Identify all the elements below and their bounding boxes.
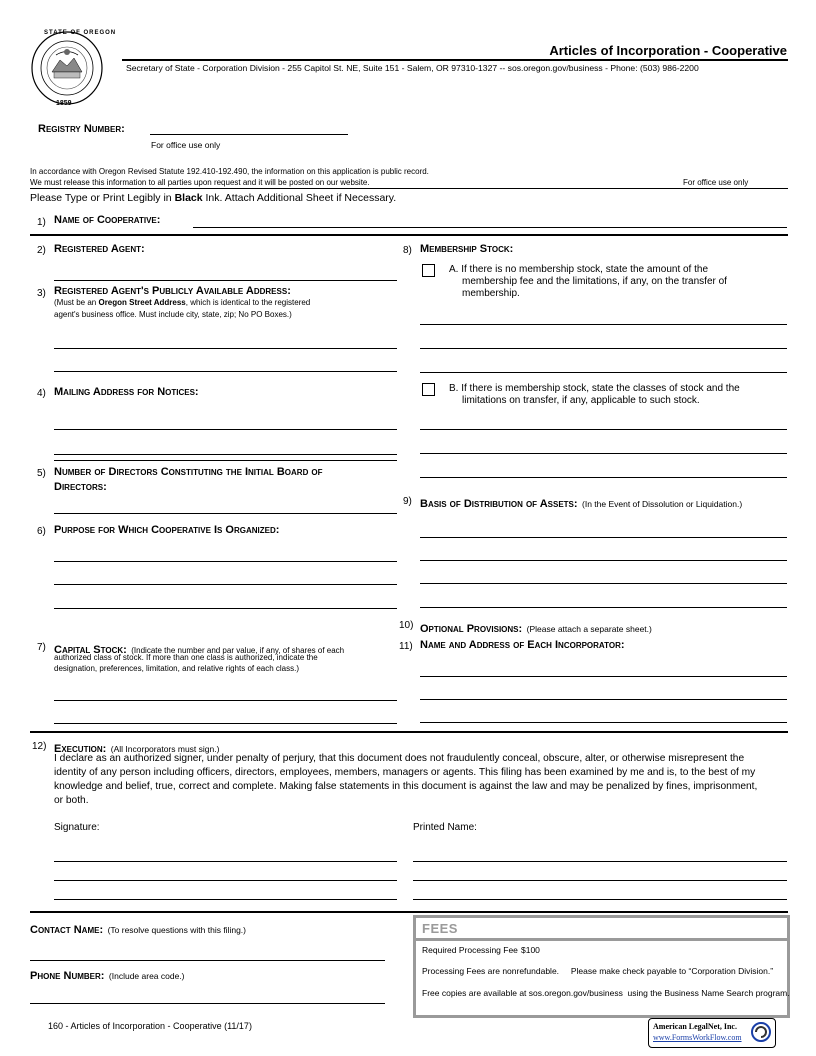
option-b-line-1: B. If there is membership stock, state the classes of stock and the — [449, 383, 740, 394]
directors-field[interactable] — [54, 513, 397, 514]
membership-stock-checkbox[interactable] — [422, 383, 435, 396]
signature-label: Signature: — [54, 822, 100, 833]
option-a-field-3[interactable] — [420, 372, 787, 373]
publisher-name: American LegalNet, Inc. — [653, 1022, 737, 1031]
option-b-field-2[interactable] — [420, 453, 787, 454]
contact-name-field[interactable] — [30, 960, 385, 961]
agent-address-note-a: (Must be an — [54, 298, 99, 307]
registry-office-note: For office use only — [151, 140, 221, 150]
fees-nonrefundable: Processing Fees are nonrefundable. Please make check payable to “Corporation Division.” — [422, 966, 774, 976]
registered-agent-label: Registered Agent: — [54, 243, 145, 255]
printed-name-field-3[interactable] — [413, 899, 787, 900]
agent-address-label: Registered Agent's Publicly Available Address: — [54, 285, 291, 297]
distribution-note: (In the Event of Dissolution or Liquidation.) — [582, 499, 743, 509]
header-rule — [122, 59, 788, 61]
registered-agent-field[interactable] — [54, 280, 397, 281]
signature-field-1[interactable] — [54, 861, 397, 862]
publisher-badge — [648, 1018, 776, 1048]
purpose-label: Purpose for Which Cooperative Is Organized: — [54, 524, 280, 536]
agent-address-field-1[interactable] — [54, 348, 397, 349]
capital-stock-note-1: (Indicate the number and par value, if any, of shares of each — [131, 646, 345, 655]
option-a-line-3: membership. — [462, 288, 520, 299]
section-4-number: 4) — [37, 388, 46, 399]
section-11-rule — [30, 731, 788, 733]
no-membership-stock-checkbox[interactable] — [422, 264, 435, 277]
section-2-number: 2) — [37, 245, 46, 256]
contact-name-note: (To resolve questions with this filing.) — [107, 925, 246, 935]
declaration-line-1: I declare as an authorized signer, under penalty of perjury, that this document does not fraudulently conceal, obscure, alter, or otherwise misrepresent the — [54, 753, 745, 764]
cooperative-name-label: Name of Cooperative: — [54, 214, 161, 226]
form-title: Articles of Incorporation - Cooperative — [549, 43, 787, 58]
purpose-field-2[interactable] — [54, 584, 397, 585]
printed-name-label: Printed Name: — [413, 822, 477, 833]
execution-note: (All Incorporators must sign.) — [110, 744, 220, 754]
section-1-rule — [30, 234, 788, 236]
publisher-logo-icon — [751, 1022, 771, 1042]
distribution-heading — [420, 494, 742, 512]
section-9-number: 9) — [403, 496, 412, 507]
agent-address-note-2: agent's business office. Must include city, state, zip; No PO Boxes.) — [54, 310, 292, 319]
declaration-line-2: identity of any person including officers, directors, employees, members, managers or agents. This filing has been examined by me and is, to the best of my — [54, 767, 756, 778]
seal-top-text: STATE OF OREGON — [44, 30, 117, 36]
contact-name-label: Contact Name: — [30, 924, 104, 936]
phone-number-note: (Include area code.) — [108, 971, 185, 981]
section-11-number: 11) — [399, 641, 413, 652]
section-3-number: 3) — [37, 288, 46, 299]
mailing-address-field-1[interactable] — [54, 429, 397, 430]
distribution-field-2[interactable] — [420, 560, 787, 561]
section-5-number: 5) — [37, 468, 46, 479]
contact-name-heading — [30, 920, 246, 938]
agent-address-note-b: , which is identical to the registered — [185, 298, 311, 307]
capital-stock-note-2: authorized class of stock. If more than one class is authorized, indicate the — [54, 653, 318, 662]
incorporator-field-2[interactable] — [420, 699, 787, 700]
fees-title: FEES — [422, 921, 458, 936]
mailing-address-field-2[interactable] — [54, 454, 397, 455]
section-1-number: 1) — [37, 217, 46, 228]
printed-name-field-2[interactable] — [413, 880, 787, 881]
distribution-label: Basis of Distribution of Assets: — [420, 498, 578, 510]
capital-stock-field-2[interactable] — [54, 723, 397, 724]
phone-number-field[interactable] — [30, 1003, 385, 1004]
section-10-number: 10) — [399, 620, 414, 631]
execution-label: Execution: — [54, 743, 107, 755]
registry-number-field[interactable] — [150, 134, 348, 135]
seal-year: 1859 — [56, 100, 72, 107]
capital-stock-label: Capital Stock: — [54, 644, 127, 656]
incorporator-field-3[interactable] — [420, 722, 787, 723]
printed-name-field-1[interactable] — [413, 861, 787, 862]
publisher-url[interactable]: www.FormsWorkFlow.com — [653, 1033, 742, 1042]
purpose-field-3[interactable] — [54, 608, 397, 609]
instructions — [30, 192, 396, 204]
phone-number-heading — [30, 966, 185, 984]
mailing-address-field-3[interactable] — [54, 460, 397, 461]
section-12-number: 12) — [32, 741, 47, 752]
oregon-seal-logo — [30, 30, 104, 110]
required-fee-amount: $100 — [521, 945, 540, 955]
instructions-post: Ink. Attach Additional Sheet if Necessary. — [202, 192, 397, 204]
capital-stock-note-3: designation, preferences, limitation, and relative rights of each class.) — [54, 664, 300, 673]
option-a-line-1: A. If there is no membership stock, state the amount of the — [449, 264, 709, 275]
distribution-field-4[interactable] — [420, 607, 787, 608]
signature-field-3[interactable] — [54, 899, 397, 900]
public-record-notice-2: We must release this information to all parties upon request and it will be posted on our website. — [30, 178, 370, 187]
distribution-field-3[interactable] — [420, 583, 787, 584]
optional-provisions-label: Optional Provisions: — [420, 623, 523, 635]
option-a-field-1[interactable] — [420, 324, 787, 325]
capital-stock-field-1[interactable] — [54, 700, 397, 701]
section-7-number: 7) — [37, 642, 46, 653]
section-6-number: 6) — [37, 526, 46, 537]
signature-field-2[interactable] — [54, 880, 397, 881]
agent-address-note-1 — [54, 298, 310, 307]
declaration-line-3: knowledge and belief, true, correct and complete. Making false statements in this document is against the law and may be penalized by fines, imprisonment, — [54, 781, 758, 792]
agency-address: Secretary of State - Corporation Division - 255 Capitol St. NE, Suite 151 - Salem, OR 97310-1327 -- sos.oregon.gov/business - Phone: (503) 986-2200 — [126, 63, 699, 73]
phone-number-label: Phone Number: — [30, 970, 105, 982]
fees-box — [413, 915, 790, 1018]
incorporator-label: Name and Address of Each Incorporator: — [420, 639, 625, 651]
agent-address-note-bold: Oregon Street Address — [98, 298, 186, 307]
option-b-line-2: limitations on transfer, if any, applicable to such stock. — [462, 395, 700, 406]
instructions-bold: Black — [174, 192, 203, 204]
directors-label-2: Directors: — [54, 481, 107, 493]
purpose-field-1[interactable] — [54, 561, 397, 562]
required-fee-label: Required Processing Fee — [422, 945, 518, 955]
fees-free-copies: Free copies are available at sos.oregon.gov/business using the Business Name Search program. — [422, 988, 790, 998]
section-8-number: 8) — [403, 245, 412, 256]
option-b-field-1[interactable] — [420, 429, 787, 430]
declaration-line-4: or both. — [54, 795, 89, 806]
fees-title-bar — [416, 918, 787, 941]
public-record-notice-1: In accordance with Oregon Revised Statute 192.410-192.490, the information on this application is public record. — [30, 167, 429, 176]
mailing-address-label: Mailing Address for Notices: — [54, 386, 199, 398]
directors-label-1: Number of Directors Constituting the Initial Board of — [54, 466, 323, 478]
registry-number-label: Registry Number: — [38, 123, 125, 135]
option-b-field-3[interactable] — [420, 477, 787, 478]
form-id-footer: 160 - Articles of Incorporation - Cooperative (11/17) — [48, 1021, 252, 1031]
cooperative-name-field[interactable] — [193, 227, 787, 228]
execution-rule — [30, 911, 788, 913]
optional-provisions-note: (Please attach a separate sheet.) — [526, 624, 652, 634]
option-a-field-2[interactable] — [420, 348, 787, 349]
distribution-field-1[interactable] — [420, 537, 787, 538]
optional-provisions-heading — [420, 619, 652, 637]
option-a-line-2: membership fee and the limitations, if any, on the transfer of — [462, 276, 727, 287]
notice-rule — [30, 188, 788, 189]
office-use-note: For office use only — [683, 178, 749, 187]
agent-address-field-2[interactable] — [54, 371, 397, 372]
instructions-pre: Please Type or Print Legibly in — [30, 192, 175, 204]
membership-stock-label: Membership Stock: — [420, 243, 514, 255]
incorporator-field-1[interactable] — [420, 676, 787, 677]
